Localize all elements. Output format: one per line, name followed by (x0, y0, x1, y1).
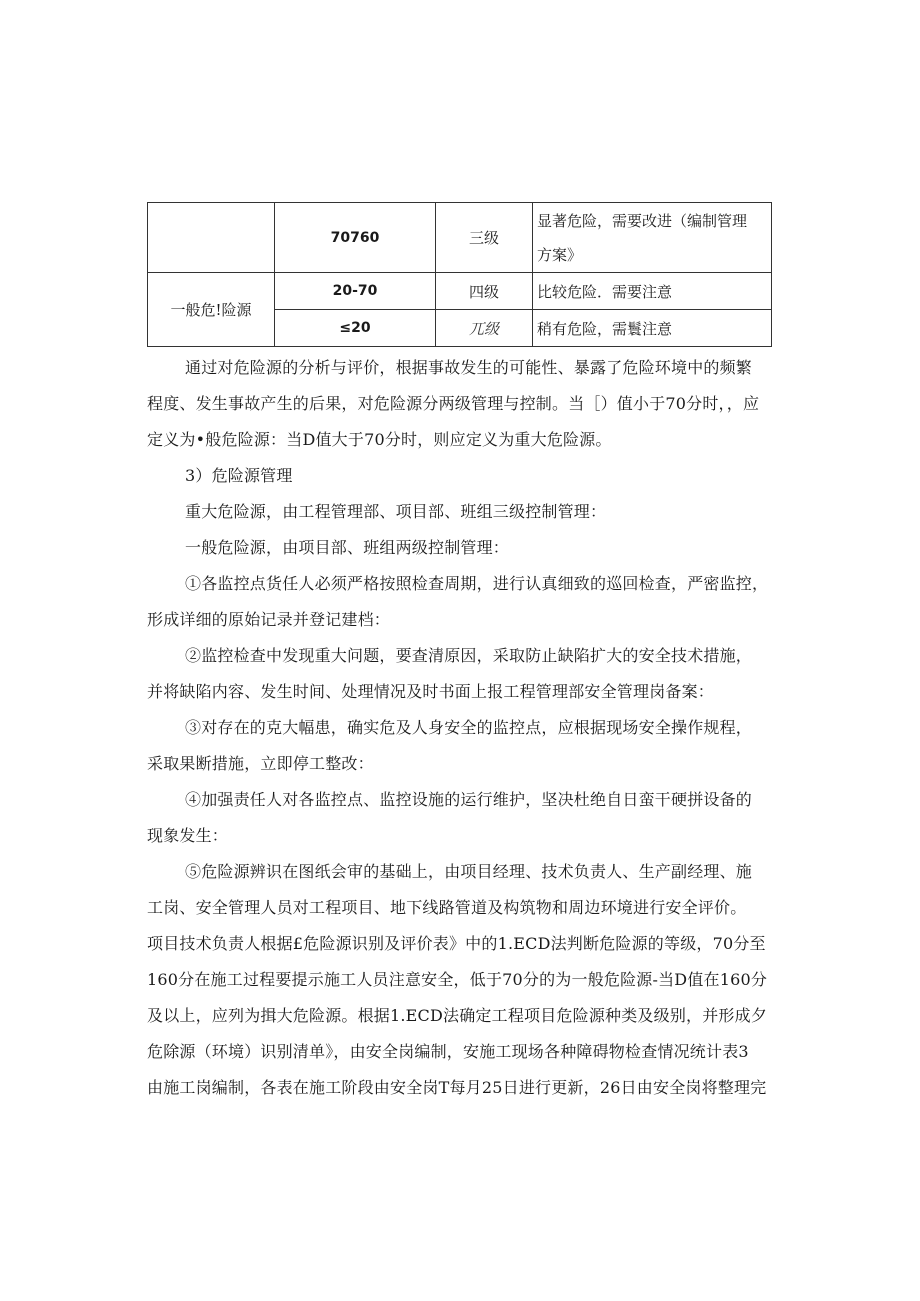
section-heading: 3）危险源管理 (185, 466, 293, 485)
list-item-line: 危除源（环境）识别清单》，由安全岗编制，安施工现场各种障碍物检查情况统计表3 (147, 1042, 749, 1061)
list-item-line: ③对存在的克大幅患，确实危及人身安全的监控点，应根据现场安全操作规程， (185, 718, 753, 737)
list-item-line: 160分在施工过程要提示施工人员注意安全，低于70分的为一般危险源-当D值在160分 (147, 970, 768, 989)
description-line: 方案》 (537, 245, 583, 264)
list-item-line: 及以上，应列为揖大危险源。根据1.ECD法确定工程项目危险源种类及级别，并形成夕 (147, 1006, 768, 1025)
score-cell: ≤20 (275, 310, 436, 347)
level-cell: 三级 (436, 203, 533, 273)
list-item-line: ⑤危险源辨识在图纸会审的基础上，由项目经理、技术负责人、生产副经理、施 (185, 862, 753, 881)
list-item-line: ①各监控点货任人必须严格按照检查周期，进行认真细致的巡回检查，严密监控， (185, 574, 769, 593)
category-cell: 一般危!险源 (148, 273, 275, 347)
level-cell: 兀级 (436, 310, 533, 347)
list-item-line: ②监控检查中发现重大问题，要查清原因，采取防止缺陷扩大的安全技术措施， (185, 646, 753, 665)
description-cell (533, 203, 772, 273)
score-cell: 20-70 (275, 273, 436, 310)
paragraph-line: 程度、发生事故产生的后果，对危险源分两级管理与控制。当［）值小于70分时，，应 (147, 394, 760, 413)
category-cell (148, 203, 275, 273)
score-cell: 70760 (275, 203, 436, 273)
paragraph-line: 一般危险源，由项目部、班组两级控制管理： (185, 538, 510, 557)
list-item-line: 形成详细的原始记录并登记建档： (147, 610, 391, 629)
hazard-level-table (147, 202, 772, 347)
list-item-line: 现象发生： (147, 826, 229, 845)
list-item-line: 并将缺陷内容、发生时间、处理情况及时书面上报工程管理部安全管理岗备案： (147, 682, 715, 701)
paragraph-line: 定义为•般危险源：当D值大于70分时，则应定义为重大危险源。 (147, 430, 612, 449)
list-item-line: 采取果断措施，立即停工整改： (147, 754, 374, 773)
table-row (148, 273, 772, 310)
description-cell: 稍有危险，需鬟注意 (533, 310, 772, 347)
level-cell: 四级 (436, 273, 533, 310)
description-cell: 比较危险．需要注意 (533, 273, 772, 310)
list-item-line: ④加强责任人对各监控点、监控设施的运行维护，坚决杜绝自日蛮干硬拼设备的 (185, 790, 753, 809)
paragraph-line: 通过对危险源的分析与评价，根据事故发生的可能性、暴露了危险环境中的频繁 (185, 358, 753, 377)
list-item-line: 工岗、安全管理人员对工程项目、地下线路管道及构筑物和周边环境进行安全评价。 (147, 898, 747, 917)
table-row (148, 203, 772, 273)
list-item-line: 项目技术负责人根据£危险源识别及评价表》中的1.ECD法判断危险源的等级，70分至 (147, 934, 766, 953)
list-item-line: 由施工岗编制，各表在施工阶段由安全岗T每月25日进行更新，26日由安全岗将整理完 (147, 1078, 767, 1097)
paragraph-line: 重大危险源，由工程管理部、项目部、班组三级控制管理： (185, 502, 607, 521)
description-line: 显著危险，需要改进（编制管理 (537, 211, 748, 230)
